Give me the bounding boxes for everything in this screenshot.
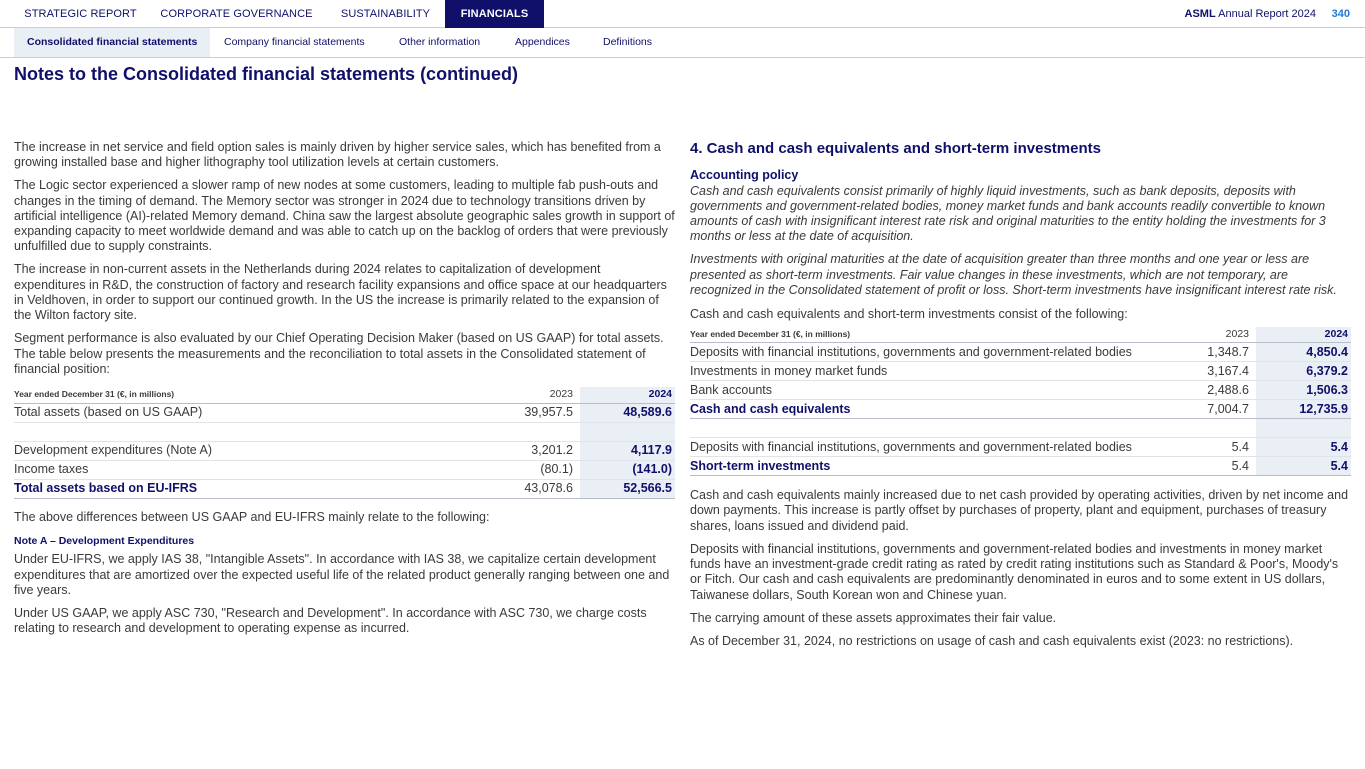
table-total-row [690,400,1351,419]
cash-equivalents-table [690,327,1351,477]
subtab-consolidated-financial-statements[interactable]: Consolidated financial statements [14,28,210,57]
subtab-definitions[interactable]: Definitions [603,36,653,48]
value-2023: 3,201.2 [510,441,580,460]
total-2024: 5.4 [1256,457,1351,476]
paragraph: The above differences between US GAAP and EU-IFRS mainly relate to the following: [14,509,490,524]
page-title: Notes to the Consolidated financial statements (continued) [14,64,519,84]
table-row [690,438,1351,457]
column-2023: 2023 [1186,327,1256,343]
page-number: 340 [1331,8,1350,20]
sub-navigation [0,28,1365,58]
table-blank-row [690,419,1351,438]
tab-sustainability[interactable]: SUSTAINABILITY [340,8,431,20]
column-2024: 2024 [1256,327,1351,343]
paragraph: Segment performance is also evaluated by our Chief Operating Decision Maker (based on US GAAP) for total assets. The table below presents the measurements and the reconciliation to total assets in the Consolidated statement of financial position: [14,331,664,376]
table-total-row [14,479,675,498]
tab-corporate-governance[interactable]: CORPORATE GOVERNANCE [160,8,313,20]
table-row [14,403,675,422]
total-2023: 7,004.7 [1186,400,1256,419]
subtab-company-financial-statements[interactable]: Company financial statements [224,36,365,48]
total-2024: 52,566.5 [580,479,675,498]
value-2023: 3,167.4 [1186,362,1256,381]
brand-name: ASML [1184,8,1216,20]
table-row [690,343,1351,362]
value-2023: 39,957.5 [510,403,580,422]
value-2024: 4,850.4 [1256,343,1351,362]
value-2023: 2,488.6 [1186,381,1256,400]
paragraph: The carrying amount of these assets approximates their fair value. [690,610,1057,625]
subtab-other-information[interactable]: Other information [399,36,481,48]
table-header-label: Year ended December 31 (€, in millions) [14,387,510,403]
value-2024: (141.0) [580,460,675,479]
row-label: Deposits with financial institutions, governments and government-related bodies [690,438,1186,457]
paragraph: Cash and cash equivalents mainly increased due to net cash provided by operating activities, driven by net income and down payments. This increase is partly offset by purchases of property, plant and equipment, purchases of treasury shares, loans issued and dividend paid. [690,488,1349,533]
value-2023: 1,348.7 [1186,343,1256,362]
paragraph: Under EU-IFRS, we apply IAS 38, "Intangible Assets". In accordance with IAS 38, we capitalize certain development expenditures that are amortized over the expected useful life of the related product generally ranging between one and five years. [14,552,670,597]
accounting-policy-heading: Accounting policy [690,168,799,183]
report-brand[interactable] [1185,0,1316,28]
tab-strategic-report[interactable]: STRATEGIC REPORT [24,8,137,20]
value-2024: 1,506.3 [1256,381,1351,400]
value-2024: 4,117.9 [580,441,675,460]
policy-paragraph: Cash and cash equivalents consist primarily of highly liquid investments, such as bank deposits, deposits with governments and government-related bodies, money market funds and bank accounts readily convertible to known amounts of cash with insignificant interest rate risk and original maturities to the entity holding the investments for 3 months or less at the date of acquisition. [690,183,1326,244]
row-label: Development expenditures (Note A) [14,441,510,460]
column-2023: 2023 [510,387,580,403]
policy-paragraph: Investments with original maturities at the date of acquisition greater than three months and one year or less are presented as short-term investments. Fair value changes in these investments, which are not temporary, are recognized in the Consolidated statement of profit or loss. Short-term investments have insignificant interest rate risk. [690,252,1337,298]
assets-reconciliation-table [14,387,675,499]
total-2023: 5.4 [1186,457,1256,476]
table-row [14,460,675,479]
note-a-heading: Note A – Development Expenditures [14,535,195,548]
paragraph: Deposits with financial institutions, governments and government-related bodies and investments in money market funds have an investment-grade credit rating as rated by credit rating institutions such as Standard & Poor's, Moody's or Fitch. Our cash and cash equivalents are predominantly denominated in euros and to some extent in US dollars, Taiwanese dollars, South Korean won and Chinese yuan. [690,541,1339,602]
table-header-row [14,387,675,403]
total-label: Short-term investments [690,457,1186,476]
value-2023: (80.1) [510,460,580,479]
left-column [14,140,675,644]
value-2023: 5.4 [1186,438,1256,457]
row-label: Investments in money market funds [690,362,1186,381]
right-column [690,140,1351,657]
value-2024: 48,589.6 [580,403,675,422]
table-header-label: Year ended December 31 (€, in millions) [690,327,1186,343]
section-heading: 4. Cash and cash equivalents and short-term investments [690,140,1101,157]
paragraph: As of December 31, 2024, no restrictions on usage of cash and cash equivalents exist (2023: no restrictions). [690,633,1294,648]
table-row [14,441,675,460]
subtab-appendices[interactable]: Appendices [515,36,570,48]
total-2024: 12,735.9 [1256,400,1351,419]
value-2024: 5.4 [1256,438,1351,457]
paragraph: Under US GAAP, we apply ASC 730, "Research and Development". In accordance with ASC 730, we charge costs relating to research and development to operating expense as incurred. [14,605,647,636]
row-label: Total assets (based on US GAAP) [14,403,510,422]
table-header-row [690,327,1351,343]
paragraph: Cash and cash equivalents and short-term investments consist of the following: [690,307,1128,322]
table-row [690,362,1351,381]
total-label: Cash and cash equivalents [690,400,1186,419]
paragraph: The increase in net service and field option sales is mainly driven by higher service sales, which has benefited from a growing installed base and higher lithography tool utilization levels at certain customers. [14,140,661,170]
table-row [690,381,1351,400]
brand-report-title: Annual Report 2024 [1218,8,1316,20]
tab-financials[interactable]: FINANCIALS [445,0,544,28]
row-label: Deposits with financial institutions, governments and government-related bodies [690,343,1186,362]
paragraph: The Logic sector experienced a slower ramp of new nodes at some customers, leading to multiple fab push-outs and changes in the timing of demand. The Memory sector was stronger in 2024 due to technology transitions driven by artificial intelligence (AI)-related Memory demand. China saw the largest absolute geographic sales growth in support of expanding capacity to meet worldwide demand and was able to catch up on the backlog of orders that were previously unfulfilled due to supply constraints. [14,178,675,254]
total-2023: 43,078.6 [510,479,580,498]
value-2024: 6,379.2 [1256,362,1351,381]
table-total-row [690,457,1351,476]
column-2024: 2024 [580,387,675,403]
paragraph: The increase in non-current assets in the Netherlands during 2024 relates to capitalization of development expenditures in R&D, the construction of factory and research facility expansions and office space at our headquarters in Veldhoven, in order to support our continued growth. In the US the increase is primarily related to the expansion of the Wilton factory site. [14,262,667,323]
row-label: Bank accounts [690,381,1186,400]
table-blank-row [14,422,675,441]
total-label: Total assets based on EU-IFRS [14,479,510,498]
row-label: Income taxes [14,460,510,479]
top-navigation [0,0,1365,28]
